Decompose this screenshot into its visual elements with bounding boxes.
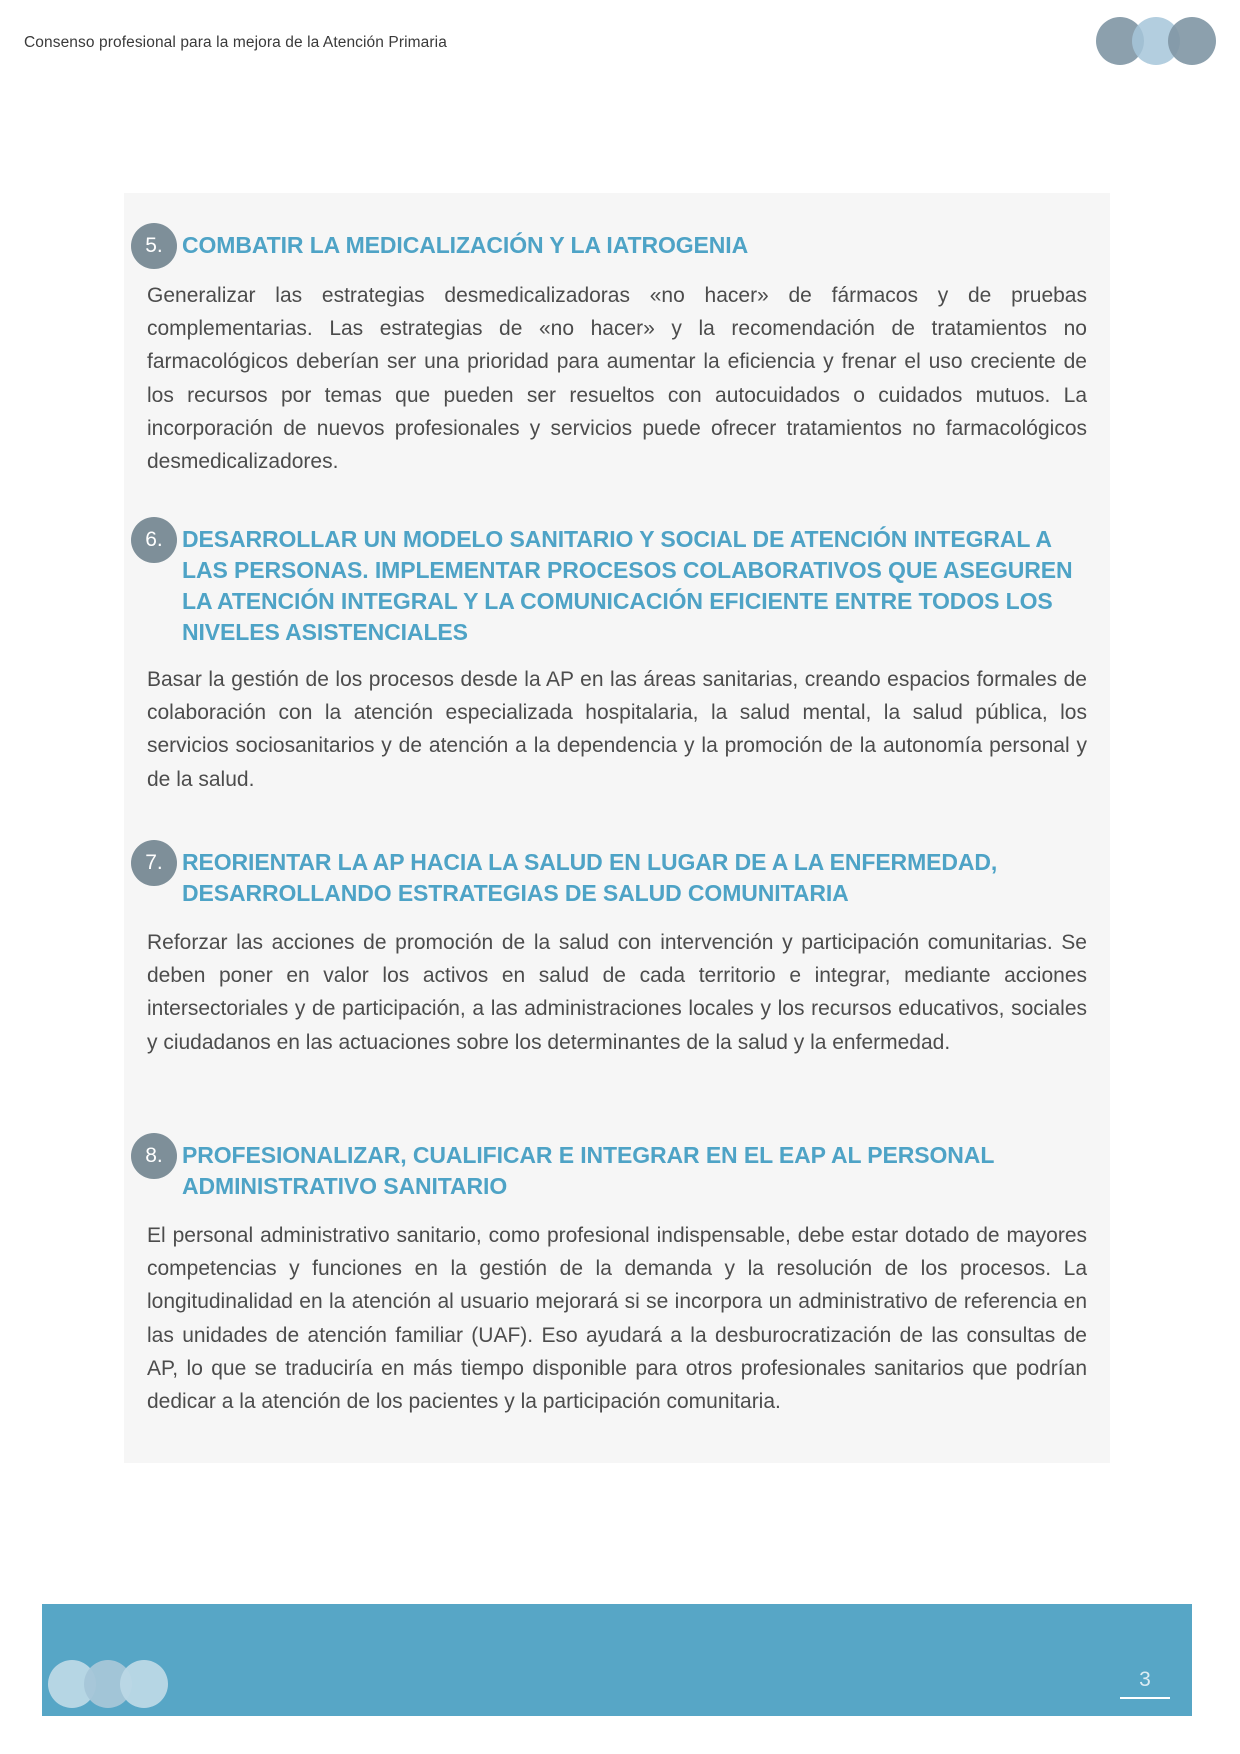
footer-logo-circles-icon [48, 1660, 174, 1708]
section-heading: REORIENTAR LA AP HACIA LA SALUD EN LUGAR DE A LA ENFERMEDAD, DESARROLLANDO ESTRATEGIAS DE SALUD COMUNITARIA [182, 849, 998, 906]
section-body: Generalizar las estrategias desmedicalizadoras «no hacer» de fármacos y de pruebas complementarias. Las estrategias de «no hacer» y la recomendación de tratamientos no farmacológicos deberían ser una prioridad para aumentar la eficiencia y frenar el uso creciente de los recursos por temas que pueden ser resueltos con autocuidados o cuidados mutuos. La incorporación de nuevos profesionales y servicios puede ofrecer tratamientos no farmacológicos desmedicalizadores. [147, 284, 1087, 474]
document-header-title: Consenso profesional para la mejora de la Atención Primaria [24, 34, 447, 51]
content-panel [124, 193, 1110, 1463]
section-body: Reforzar las acciones de promoción de la salud con intervención y participación comunitarias. Se deben poner en valor los activos en salud de cada territorio e integrar, mediante acciones intersectoriales y de participación, a las administraciones locales y los recursos educativos, sociales y ciudadanos en las actuaciones sobre los determinantes de la salud y la enfermedad. [147, 931, 1087, 1054]
section-body: Basar la gestión de los procesos desde la AP en las áreas sanitarias, creando espacios formales de colaboración con la atención especializada hospitalaria, la salud mental, la salud pública, los servicios sociosanitarios y de atención a la dependencia y la promoción de la autonomía personal y de la salud. [147, 668, 1087, 791]
header-logo-circles-icon [1096, 17, 1226, 65]
page-number: 3 [1139, 1668, 1151, 1691]
section-heading: PROFESIONALIZAR, CUALIFICAR E INTEGRAR EN EL EAP AL PERSONAL ADMINISTRATIVO SANITARIO [182, 1142, 994, 1199]
footer-band [42, 1604, 1192, 1716]
page-number-underline [1120, 1697, 1170, 1699]
section-heading: DESARROLLAR UN MODELO SANITARIO Y SOCIAL DE ATENCIÓN INTEGRAL A LAS PERSONAS. IMPLEMENTAR PROCESOS COLABORATIVOS QUE ASEGUREN LA ATENCIÓN INTEGRAL Y LA COMUNICACIÓN EFICIENTE ENTRE TODOS LOS NIVELES ASISTENCIALES [182, 526, 1073, 645]
section-number-badge: 5. [131, 223, 177, 269]
section-number-badge: 6. [131, 517, 177, 563]
section-number-badge: 8. [131, 1133, 177, 1179]
section-body: El personal administrativo sanitario, como profesional indispensable, debe estar dotado de mayores competencias y funciones en la gestión de la demanda y la resolución de los procesos. La longitudinalidad en la atención al usuario mejorará si se incorpora un administrativo de referencia en las unidades de atención familiar (UAF). Eso ayudará a la desburocratización de las consultas de AP, lo que se traduciría en más tiempo disponible para otros profesionales sanitarios que podrían dedicar a la atención de los pacientes y la participación comunitaria. [147, 1224, 1087, 1414]
section-number-badge: 7. [131, 840, 177, 886]
section-heading: COMBATIR LA MEDICALIZACIÓN Y LA IATROGENIA [182, 232, 749, 258]
